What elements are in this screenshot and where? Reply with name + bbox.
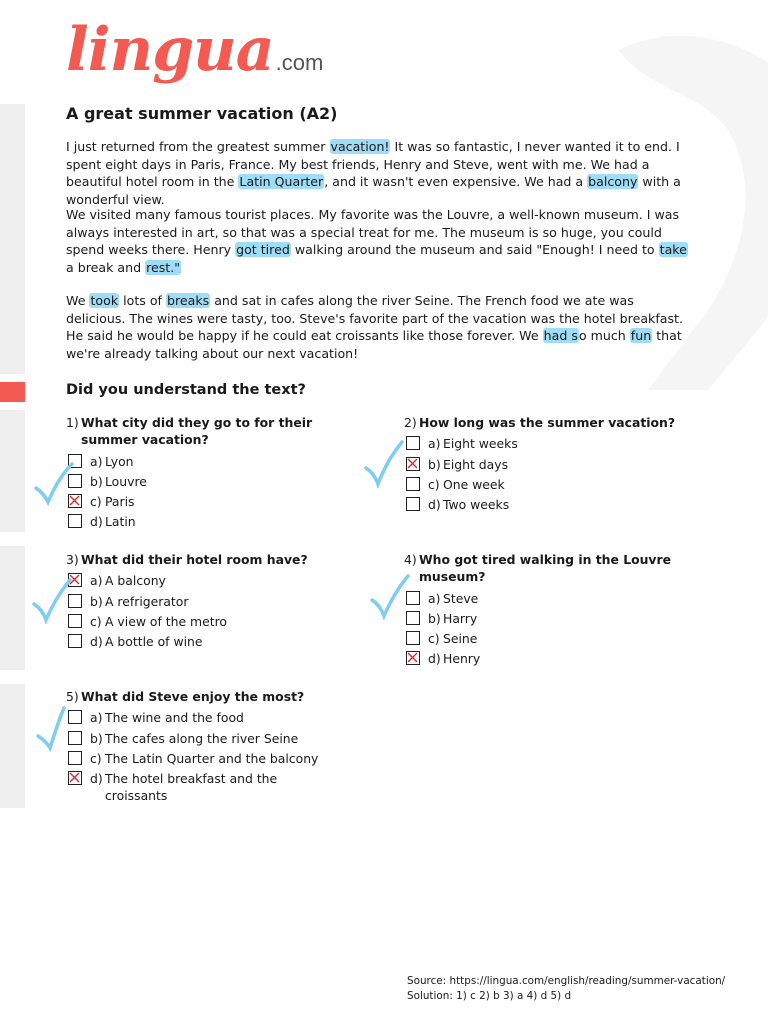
question-heading: [66, 551, 366, 568]
cross-mark-icon: [69, 772, 80, 783]
paragraph-text: It was so fantastic, I never wanted it to end. I spent eight days in Paris, France. My best friends, Henry and Steve, went with me. We had a beautiful hotel room in the: [66, 139, 680, 189]
option-text: The Latin Quarter and the balcony: [105, 750, 319, 766]
answer-option[interactable]: [68, 633, 366, 653]
paragraph-text: and sat in cafes along the river Seine. The French food we ate was delicious. The wines were tasty, too. Steve's favorite part of the vacation was the hotel breakfast. He said he would be happy if he could eat croissants like those forever. We: [66, 293, 683, 343]
option-letter: c): [90, 613, 102, 629]
answer-option[interactable]: [68, 453, 366, 473]
highlighted-word: rest.": [146, 259, 181, 275]
option-text: A view of the metro: [105, 613, 227, 629]
answer-options: [406, 590, 704, 671]
sidebar-strip: [0, 410, 25, 532]
option-text: Paris: [105, 494, 135, 510]
option-letter: d): [428, 497, 441, 513]
option-text: Eight weeks: [443, 436, 518, 452]
paragraph-text: that we're already talking about our next vacation!: [66, 328, 682, 361]
cross-mark-icon: [407, 652, 418, 663]
paragraph-text: We: [66, 293, 90, 308]
paragraph-text: a break and: [66, 259, 146, 275]
cross-mark-icon: [407, 458, 418, 469]
question-number: 3): [66, 552, 79, 567]
answer-option[interactable]: [68, 613, 366, 633]
answer-option[interactable]: [406, 630, 704, 650]
sidebar-strip: [0, 546, 25, 670]
paragraph-text: , and it wasn't even expensive. We had a: [324, 174, 588, 189]
option-letter: a): [428, 590, 441, 606]
question-3: [66, 551, 366, 653]
question-text: What did their hotel room have?: [81, 552, 308, 567]
sidebar-accent-tab: [0, 382, 25, 402]
answer-option[interactable]: [68, 593, 366, 613]
paragraph-text: lots of: [119, 293, 166, 308]
paragraph-text: with a wonderful view.: [66, 174, 681, 207]
question-number: 2): [404, 415, 417, 430]
question-text: How long was the summer vacation?: [419, 415, 676, 430]
sidebar-strip: [0, 684, 25, 808]
checkbox[interactable]: [68, 514, 82, 528]
answer-option[interactable]: [68, 572, 366, 592]
checkbox-checked[interactable]: [406, 457, 420, 471]
question-5: [66, 688, 366, 804]
answer-options: [68, 709, 366, 804]
checkbox[interactable]: [406, 631, 420, 645]
paragraph-text: We visited many famous tourist places. My favorite was the Louvre, a well-known museum. I was always interested in art, so that was a special treat for me. The museum is so huge, you could spend weeks there. Henry: [66, 207, 680, 257]
option-letter: b): [90, 730, 103, 746]
option-letter: a): [90, 573, 103, 589]
answer-option[interactable]: [68, 493, 366, 513]
checkbox-checked[interactable]: [68, 771, 82, 785]
highlighted-word: took: [90, 293, 119, 308]
highlighted-word: vacation!: [330, 139, 390, 154]
answer-option[interactable]: [68, 473, 366, 493]
answer-option[interactable]: [406, 435, 704, 455]
logo-word: lingua: [66, 15, 274, 85]
answer-option[interactable]: [406, 456, 704, 476]
question-text: What city did they go to for their summer vacation?: [81, 415, 313, 448]
question-heading: [404, 551, 704, 586]
checkbox[interactable]: [68, 751, 82, 765]
highlighted-word: Latin Quarter: [239, 174, 324, 189]
answer-option[interactable]: [68, 730, 366, 750]
question-text: Who got tired walking in the Louvre museum?: [419, 552, 672, 585]
question-heading: [66, 688, 366, 705]
check-mark-icon: [362, 440, 406, 488]
option-text: Lyon: [105, 453, 134, 469]
option-letter: c): [428, 631, 440, 647]
check-mark-icon: [34, 706, 74, 752]
answer-options: [68, 453, 366, 534]
highlighted-word: fun: [630, 328, 652, 343]
option-letter: d): [90, 771, 103, 787]
story-paragraph-1: [66, 138, 688, 208]
answer-option[interactable]: [406, 496, 704, 516]
option-text: A refrigerator: [105, 593, 189, 609]
option-text: Two weeks: [443, 497, 510, 513]
highlighted-word: had s: [543, 328, 578, 343]
story-paragraph-2: [66, 206, 688, 276]
question-4: [404, 551, 704, 671]
option-letter: b): [428, 456, 441, 472]
question-number: 1): [66, 415, 79, 430]
option-text: Henry: [443, 651, 481, 667]
highlighted-word: got tired: [236, 242, 290, 257]
checkbox[interactable]: [406, 477, 420, 491]
answer-option[interactable]: [406, 610, 704, 630]
option-letter: a): [428, 436, 441, 452]
option-letter: b): [428, 610, 441, 626]
answer-options: [68, 572, 366, 653]
question-number: 4): [404, 552, 417, 567]
page-title: A great summer vacation (A2): [66, 104, 338, 123]
option-text: A bottle of wine: [105, 634, 203, 650]
check-mark-icon: [32, 462, 76, 506]
answer-option[interactable]: [68, 750, 366, 770]
question-2: [404, 414, 704, 516]
sidebar-strip: [0, 104, 25, 374]
answer-option[interactable]: [68, 709, 366, 729]
option-text: Steve: [443, 590, 479, 606]
checkbox[interactable]: [68, 634, 82, 648]
option-text: Latin: [105, 514, 136, 530]
option-letter: a): [90, 453, 103, 469]
lingua-logo: [66, 10, 323, 90]
footer: [407, 974, 725, 1003]
option-letter: a): [90, 710, 103, 726]
highlighted-word: balcony: [588, 174, 638, 189]
question-number: 5): [66, 689, 79, 704]
highlighted-word: take: [659, 242, 687, 257]
paragraph-text: o much: [578, 328, 630, 343]
section-title: Did you understand the text?: [66, 382, 306, 398]
checkbox-checked[interactable]: [406, 651, 420, 665]
option-letter: c): [428, 476, 440, 492]
answer-option[interactable]: [68, 513, 366, 533]
option-letter: d): [428, 651, 441, 667]
option-text: A balcony: [105, 573, 166, 589]
story-paragraph-3: [66, 292, 688, 362]
option-text: Seine: [443, 631, 478, 647]
source-text: Source: https://lingua.com/english/reading/summer-vacation/: [407, 975, 726, 987]
paragraph-text: walking around the museum and said "Enough! I need to: [290, 242, 659, 257]
option-text: The wine and the food: [105, 710, 244, 726]
answer-options: [406, 435, 704, 516]
solution-text: Solution: 1) c 2) b 3) a 4) d 5) d: [407, 989, 572, 1002]
answer-option[interactable]: [406, 590, 704, 610]
answer-option[interactable]: [406, 476, 704, 496]
paragraph-text: I just returned from the greatest summer: [66, 139, 330, 154]
check-mark-icon: [30, 578, 74, 624]
question-heading: [404, 414, 704, 431]
option-letter: b): [90, 593, 103, 609]
question-heading: [66, 414, 366, 449]
option-text: Louvre: [105, 473, 147, 489]
option-letter: d): [90, 634, 103, 650]
question-1: [66, 414, 366, 534]
highlighted-word: breaks: [166, 293, 210, 308]
check-mark-icon: [368, 574, 412, 620]
question-text: What did Steve enjoy the most?: [81, 689, 305, 704]
option-text: The cafes along the river Seine: [105, 730, 299, 746]
checkbox[interactable]: [406, 497, 420, 511]
answer-option[interactable]: [68, 770, 366, 804]
option-text: One week: [443, 476, 505, 492]
answer-option[interactable]: [406, 650, 704, 670]
checkbox[interactable]: [406, 436, 420, 450]
option-text: Harry: [443, 610, 478, 626]
option-letter: b): [90, 473, 103, 489]
option-text: Eight days: [443, 456, 509, 472]
option-letter: d): [90, 514, 103, 530]
logo-suffix: .com: [275, 50, 324, 75]
option-letter: c): [90, 494, 102, 510]
option-letter: c): [90, 750, 102, 766]
option-text: The hotel breakfast and the croissants: [105, 771, 278, 804]
